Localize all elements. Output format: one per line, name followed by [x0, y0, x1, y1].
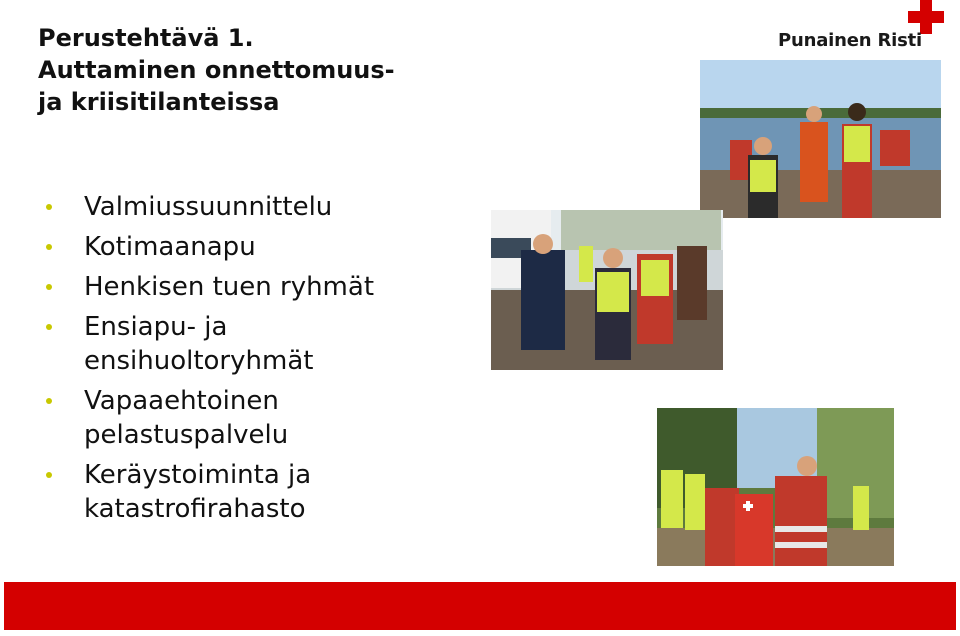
- bullet-item: Valmiussuunnittelu: [46, 190, 466, 224]
- title-line-3: ja kriisitilanteissa: [38, 88, 280, 116]
- bullet-list: [46, 190, 466, 532]
- slide-title: [38, 22, 498, 118]
- bullet-item: Kotimaanapu: [46, 230, 466, 264]
- footer-line: [0, 632, 960, 636]
- title-line-1: Perustehtävä 1.: [38, 24, 254, 52]
- bullet-item: Henkisen tuen ryhmät: [46, 270, 466, 304]
- bullet-item: Keräystoiminta ja katastrofirahasto: [46, 458, 466, 526]
- bullet-item: Ensiapu- ja ensihuoltoryhmät: [46, 310, 466, 378]
- footer-red-band: [4, 582, 956, 630]
- bullet-icon: [46, 284, 52, 290]
- bullet-item: Vapaaehtoinen pelastuspalvelu: [46, 384, 466, 452]
- bullet-icon: [46, 398, 52, 404]
- bullet-icon: [46, 472, 52, 478]
- bullet-icon: [46, 324, 52, 330]
- bullet-icon: [46, 204, 52, 210]
- red-cross-logo: [778, 0, 948, 56]
- photo-police-volunteers: [491, 210, 723, 370]
- title-line-2: Auttaminen onnettomuus-: [38, 56, 395, 84]
- bullet-icon: [46, 244, 52, 250]
- photo-lakeside-volunteers: [700, 60, 941, 218]
- logo-text: Punainen Risti: [778, 30, 922, 51]
- photo-forest-red-cross: [657, 408, 894, 566]
